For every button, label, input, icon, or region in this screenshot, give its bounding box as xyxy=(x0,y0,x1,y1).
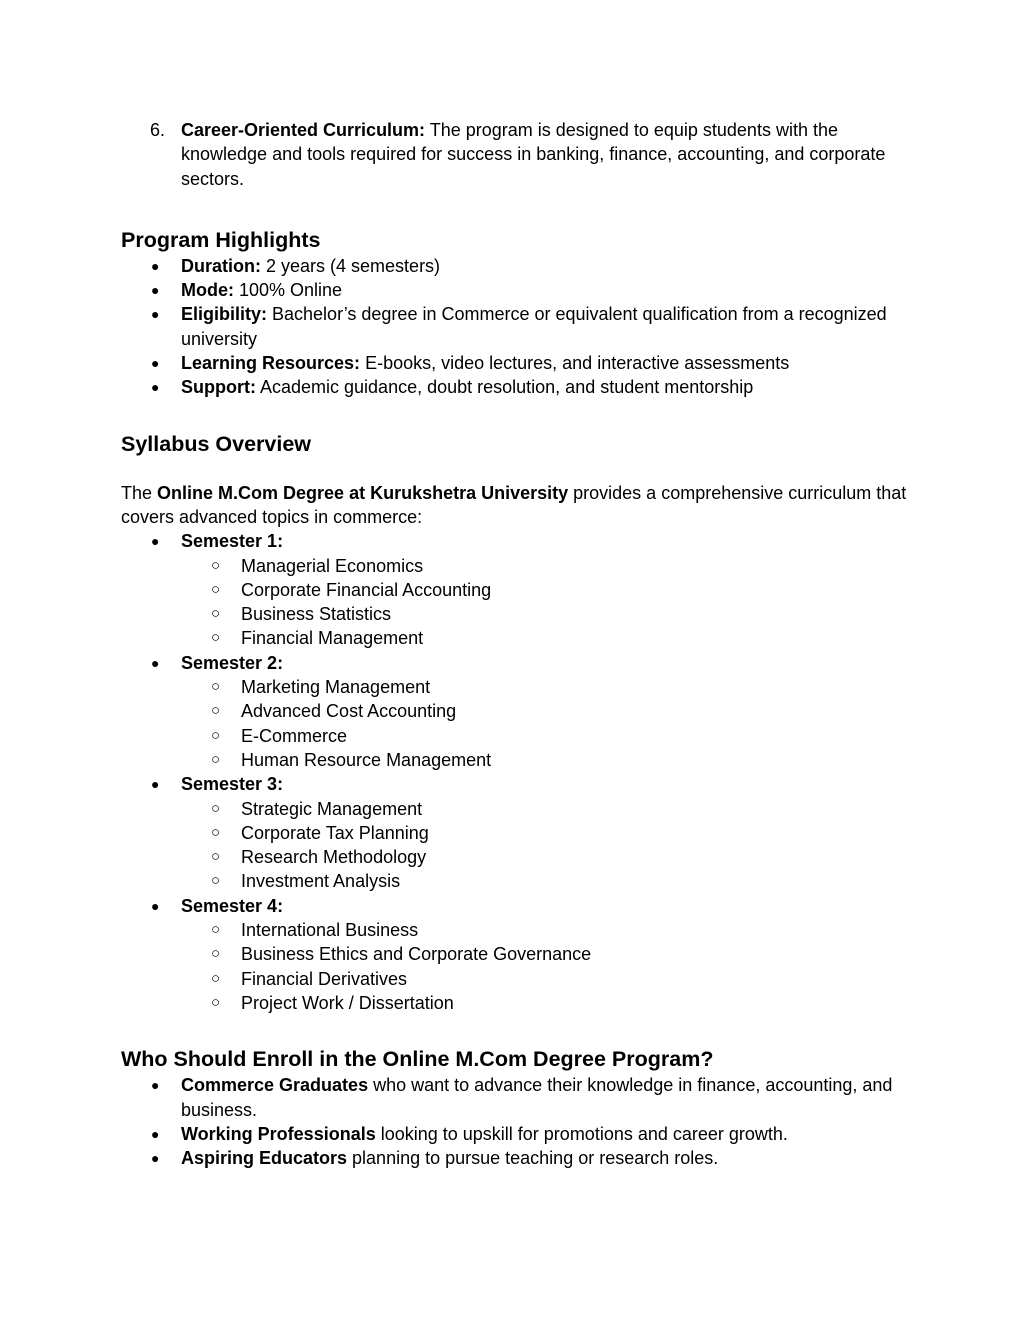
list-item xyxy=(121,1122,911,1146)
item-label: Aspiring Educators xyxy=(181,1148,348,1169)
intro-bold: Online M.Com Degree at Kurukshetra University xyxy=(157,482,569,503)
subject-list xyxy=(181,554,911,651)
bullet-icon: ● xyxy=(151,776,160,793)
subject-item xyxy=(121,724,911,748)
bullet-icon: ● xyxy=(151,1150,160,1167)
bullet-icon: ● xyxy=(151,257,160,274)
subject-text: Project Work / Dissertation xyxy=(241,992,454,1013)
subject-item xyxy=(121,602,911,626)
subject-text: Research Methodology xyxy=(241,847,427,868)
subject-list xyxy=(181,918,911,1015)
sub-bullet-icon: ○ xyxy=(211,823,221,841)
subject-item xyxy=(121,797,911,821)
bullet-icon: ● xyxy=(151,306,160,323)
item-text: looking to upskill for promotions and career growth. xyxy=(375,1123,788,1144)
career-item-text: The program is designed to equip students with the knowledge and tools required for success in banking, finance, accounting, and corporate sectors. xyxy=(181,120,886,189)
highlights-list xyxy=(121,254,911,400)
subject-text: International Business xyxy=(241,920,419,941)
list-number: 6. xyxy=(150,120,166,140)
item-label: Support: xyxy=(181,377,256,398)
sub-bullet-icon: ○ xyxy=(211,556,221,574)
heading-program-highlights: Program Highlights xyxy=(121,227,321,252)
subject-item xyxy=(121,869,911,893)
item-text: Academic guidance, doubt resolution, and student mentorship xyxy=(255,377,754,398)
subject-list xyxy=(181,797,911,894)
item-text: 2 years (4 semesters) xyxy=(261,255,441,276)
subject-text: Corporate Financial Accounting xyxy=(241,579,492,600)
who-list xyxy=(121,1073,911,1170)
item-label: Commerce Graduates xyxy=(181,1075,369,1096)
subject-text: Investment Analysis xyxy=(241,871,401,892)
subject-text: Financial Derivatives xyxy=(241,968,408,989)
heading-syllabus-overview: Syllabus Overview xyxy=(121,431,312,456)
career-item-label: Career-Oriented Curriculum: xyxy=(181,120,426,140)
subject-item xyxy=(121,675,911,699)
semester-label: Semester 4: xyxy=(181,895,284,916)
subject-text: Business Statistics xyxy=(241,604,392,625)
sub-bullet-icon: ○ xyxy=(211,921,221,939)
item-label: Duration: xyxy=(181,255,261,276)
subject-text: E-Commerce xyxy=(241,725,348,746)
semester-item xyxy=(121,772,911,893)
item-label: Mode: xyxy=(181,280,234,301)
list-item xyxy=(121,351,911,375)
subject-text: Marketing Management xyxy=(241,677,431,698)
item-text: who want to advance their knowledge in finance, accounting, and business. xyxy=(181,1075,893,1120)
semester-label: Semester 2: xyxy=(181,652,284,673)
subject-list xyxy=(181,675,911,772)
item-label: Eligibility: xyxy=(181,304,268,325)
intro-suffix: provides a comprehensive curriculum that covers advanced topics in commerce: xyxy=(121,482,907,527)
heading-who-should-enroll: Who Should Enroll in the Online M.Com Degree Program? xyxy=(121,1047,714,1072)
subject-text: Advanced Cost Accounting xyxy=(241,701,457,722)
subject-text: Financial Management xyxy=(241,628,424,649)
sub-bullet-icon: ○ xyxy=(211,726,221,744)
syllabus-intro xyxy=(121,481,911,530)
subject-item xyxy=(121,967,911,991)
intro-prefix: The xyxy=(121,482,158,503)
semester-item xyxy=(121,529,911,650)
semester-item xyxy=(121,894,911,1015)
semester-item xyxy=(121,651,911,772)
bullet-icon: ● xyxy=(151,533,160,550)
subject-item xyxy=(121,748,911,772)
bullet-icon: ● xyxy=(151,355,160,372)
semester-label: Semester 1: xyxy=(181,531,284,552)
subject-item xyxy=(121,578,911,602)
sub-bullet-icon: ○ xyxy=(211,848,221,866)
list-item xyxy=(121,375,911,399)
list-item xyxy=(121,1073,911,1122)
sub-bullet-icon: ○ xyxy=(211,605,221,623)
subject-text: Corporate Tax Planning xyxy=(241,822,429,843)
sub-bullet-icon: ○ xyxy=(211,799,221,817)
list-item xyxy=(121,302,911,351)
sub-bullet-icon: ○ xyxy=(211,945,221,963)
subject-text: Human Resource Management xyxy=(241,749,492,770)
bullet-icon: ● xyxy=(151,1125,160,1142)
item-label: Working Professionals xyxy=(181,1123,376,1144)
item-text: Bachelor’s degree in Commerce or equivalent qualification from a recognized university xyxy=(181,304,887,349)
subject-item xyxy=(121,821,911,845)
subject-text: Managerial Economics xyxy=(241,555,424,576)
item-text: planning to pursue teaching or research roles. xyxy=(347,1148,719,1169)
sub-bullet-icon: ○ xyxy=(211,993,221,1011)
subject-item xyxy=(121,918,911,942)
item-text: 100% Online xyxy=(234,280,343,301)
list-item xyxy=(121,278,911,302)
bullet-icon: ● xyxy=(151,282,160,299)
bullet-icon: ● xyxy=(151,654,160,671)
sub-bullet-icon: ○ xyxy=(211,580,221,598)
subject-item xyxy=(121,942,911,966)
list-item xyxy=(121,254,911,278)
bullet-icon: ● xyxy=(151,1077,160,1094)
item-label: Learning Resources: xyxy=(181,353,361,374)
subject-item xyxy=(121,991,911,1015)
subject-item xyxy=(121,699,911,723)
bullet-icon: ● xyxy=(151,379,160,396)
list-item xyxy=(121,1146,911,1170)
subject-item xyxy=(121,845,911,869)
career-oriented-item xyxy=(121,118,911,191)
subject-text: Strategic Management xyxy=(241,798,423,819)
semester-label: Semester 3: xyxy=(181,774,284,795)
bullet-icon: ● xyxy=(151,897,160,914)
sub-bullet-icon: ○ xyxy=(211,969,221,987)
semester-list xyxy=(121,529,911,1015)
subject-item xyxy=(121,626,911,650)
sub-bullet-icon: ○ xyxy=(211,678,221,696)
sub-bullet-icon: ○ xyxy=(211,750,221,768)
subject-text: Business Ethics and Corporate Governance xyxy=(241,944,592,965)
sub-bullet-icon: ○ xyxy=(211,872,221,890)
subject-item xyxy=(121,554,911,578)
sub-bullet-icon: ○ xyxy=(211,702,221,720)
document-page xyxy=(121,118,911,1170)
item-text: E-books, video lectures, and interactive assessments xyxy=(360,353,790,374)
sub-bullet-icon: ○ xyxy=(211,629,221,647)
